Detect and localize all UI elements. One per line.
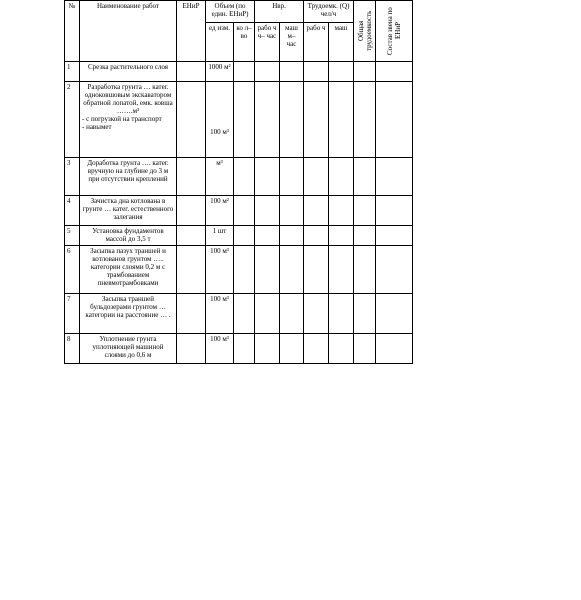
row-worker-labor [304,196,329,226]
row-num: 1 [65,62,80,82]
header-num: № [65,1,80,62]
row-worker-norm [255,294,280,334]
row-enir [177,334,206,364]
row-work-cell [80,82,177,158]
table-row [65,62,413,82]
row-total [354,294,376,334]
row-worker-labor [304,82,329,158]
row-worker-norm [255,82,280,158]
row-enir [177,226,206,246]
row-qty [234,158,255,196]
work-table-sheet [64,0,413,364]
row-qty [234,62,255,82]
row-total [354,226,376,246]
row-machine-labor [329,62,354,82]
row-worker-labor [304,226,329,246]
row-crew [376,158,413,196]
row-machine-norm [280,62,304,82]
row-num: 2 [65,82,80,158]
row-machine-norm [280,158,304,196]
row-total [354,62,376,82]
row-crew [376,62,413,82]
table-row [65,246,413,294]
row-enir [177,196,206,226]
row-machine-labor [329,246,354,294]
row-qty [234,246,255,294]
row-crew [376,196,413,226]
row-qty [234,294,255,334]
row-unit: 100 м³ [206,334,234,364]
row-worker-norm [255,334,280,364]
row-machine-labor [329,294,354,334]
row-total [354,246,376,294]
row-machine-norm [280,226,304,246]
row-machine-norm [280,82,304,158]
table-row [65,158,413,196]
row-unit: 100 м³ [206,294,234,334]
row-qty [234,196,255,226]
row-work-bullet: - с погрузкой на транспорт [82,115,162,123]
row-total [354,82,376,158]
table-row [65,196,413,226]
row-machine-labor [329,196,354,226]
work-table [64,0,413,364]
row-enir [177,246,206,294]
row-work: Разработка грунта … катег. одноковшовым экскаватором обратной лопатой, емк. ковша …….м³ [83,83,173,115]
row-machine-norm [280,196,304,226]
row-worker-norm [255,246,280,294]
row-enir [177,82,206,158]
header-norm: Нвр. [255,1,304,23]
header-unit: ед изм. [206,23,234,62]
row-work: Зачистка дна котлована в грунте … катег. естественного залегания [80,196,177,226]
row-machine-labor [329,226,354,246]
row-num: 8 [65,334,80,364]
row-num: 5 [65,226,80,246]
row-unit: 1 шт [206,226,234,246]
row-work: Засыпка пазух траншей и котлованов грунтом ….. категории слоями 0,2 м с трамбованием пневмотрамбовками [80,246,177,294]
row-machine-labor [329,334,354,364]
row-qty [234,82,255,158]
row-worker-norm [255,226,280,246]
header-machine-norm: маш м– час [280,23,304,62]
row-crew [376,294,413,334]
row-enir [177,62,206,82]
header-row-main [65,1,413,23]
row-work: Доработка грунта …. катег. вручную на глубине до 3 м при отсутствии креплений [80,158,177,196]
header-total [354,1,376,62]
row-worker-labor [304,246,329,294]
row-unit: 1000 м² [206,62,234,82]
row-crew [376,246,413,294]
header-name: Наименование работ [80,1,177,62]
table-row [65,294,413,334]
table-row [65,226,413,246]
row-worker-norm [255,158,280,196]
row-crew [376,82,413,158]
row-machine-labor [329,158,354,196]
row-num: 3 [65,158,80,196]
table-row [65,82,413,158]
row-total [354,196,376,226]
row-total [354,334,376,364]
row-machine-norm [280,246,304,294]
row-worker-norm [255,196,280,226]
row-worker-labor [304,158,329,196]
row-unit: 100 м³ [206,82,234,158]
row-unit: 100 м³ [206,246,234,294]
header-qty: ко л– во [234,23,255,62]
row-work: Засыпка траншей бульдозерами грунтом … категории на расстояние … . [80,294,177,334]
row-qty [234,334,255,364]
header-crew-text: Состав звена по ЕНиР [386,7,403,55]
row-work: Уплотнение грунта уплотняющей машиной слоями до 0,6 м [80,334,177,364]
row-crew [376,334,413,364]
row-num: 6 [65,246,80,294]
row-num: 7 [65,294,80,334]
row-work-bullet: - навымет [82,123,112,131]
row-num: 4 [65,196,80,226]
header-worker-labor: рабо ч [304,23,329,62]
row-crew [376,226,413,246]
row-worker-norm [255,62,280,82]
header-volume: Объем (по един. ЕНиР) [206,1,255,23]
row-work: Срезка растительного слоя [80,62,177,82]
row-work: Установка фундаментов массой до 3,5 т [80,226,177,246]
row-total [354,158,376,196]
row-enir [177,158,206,196]
table-row [65,334,413,364]
row-worker-labor [304,294,329,334]
row-worker-labor [304,334,329,364]
header-enir: ЕНиР [177,1,206,62]
row-machine-labor [329,82,354,158]
row-enir [177,294,206,334]
header-labor: Трудоемк. (Q) чел/ч [304,1,354,23]
row-qty [234,226,255,246]
row-machine-norm [280,294,304,334]
row-worker-labor [304,62,329,82]
header-machine-labor: маш [329,23,354,62]
row-unit: м³ [206,158,234,196]
header-total-text: Общая трудоемкость [356,10,373,52]
row-unit: 100 м² [206,196,234,226]
row-machine-norm [280,334,304,364]
header-crew [376,1,413,62]
header-worker-norm: рабо ч ч– час [255,23,280,62]
